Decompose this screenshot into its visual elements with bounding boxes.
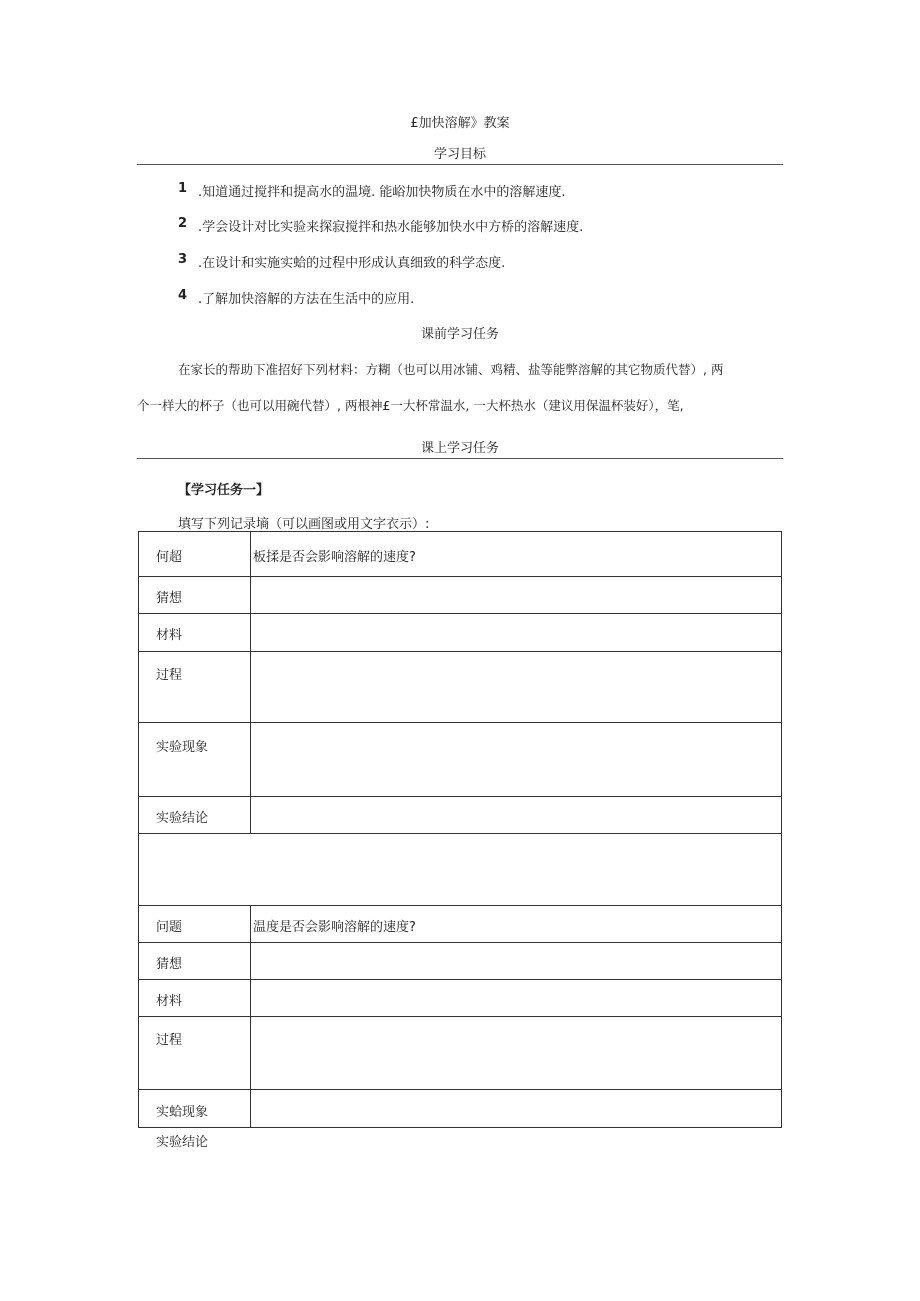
conclusion-cell[interactable] [251, 797, 782, 834]
process-label: 过程 [139, 652, 251, 723]
materials-cell[interactable] [251, 980, 782, 1017]
pre-class-paragraph-line-2: 个一样大的杯子（也可以用碗代替）, 两根神£一大杯常温水, 一大杯热水（建议用保温杯装好），笔, [137, 398, 684, 413]
process-cell[interactable] [251, 652, 782, 723]
table-row [139, 906, 782, 943]
heading-rule [137, 164, 783, 165]
objective-text: .在设计和实施实蛤的过程中形成认真细致的科学态度. [198, 256, 506, 271]
record-table [138, 531, 782, 1128]
process-cell[interactable] [251, 1017, 782, 1090]
objective-text: .知道通过搅拌和提高水的温境. 能峪加快物质在水中的溶解速度. [198, 185, 566, 200]
table-row [139, 652, 782, 723]
in-class-heading: 课上学习任务 [420, 441, 499, 456]
document-title: £加快溶解》教案 [410, 116, 510, 131]
objective-number: 2 [178, 216, 188, 231]
table-row [139, 1090, 782, 1128]
task-one-label: 【学习任务一】 [178, 483, 270, 498]
question-label: 问题 [139, 906, 251, 943]
phenomenon-label: 实蛤现象 [139, 1090, 251, 1128]
question-cell[interactable]: 板揉是否会影响溶解的速度? [251, 532, 782, 577]
fill-instruction: 填写下列记录墒（可以画图或用文字衣示）: [178, 517, 430, 532]
guess-label: 猜想 [139, 577, 251, 614]
question-label: 何超 [139, 532, 251, 577]
heading-rule [137, 458, 783, 459]
trailing-conclusion-label: 实验结论 [156, 1135, 209, 1150]
guess-cell[interactable] [251, 943, 782, 980]
blank-spacer-cell[interactable] [139, 834, 782, 906]
guess-cell[interactable] [251, 577, 782, 614]
question-cell[interactable]: 温度是否会影响溶解的速度? [251, 906, 782, 943]
table-row [139, 980, 782, 1017]
conclusion-label: 实验结论 [139, 797, 251, 834]
objective-text: .了解加快溶解的方法在生活中的应用. [198, 292, 415, 307]
table-row [139, 723, 782, 797]
table-row [139, 614, 782, 652]
table-row [139, 1017, 782, 1090]
table-row [139, 834, 782, 906]
objective-number: 1 [178, 181, 188, 196]
objectives-heading: 学习目标 [433, 147, 486, 162]
materials-label: 材料 [139, 614, 251, 652]
materials-cell[interactable] [251, 614, 782, 652]
table-row [139, 577, 782, 614]
table-row [139, 797, 782, 834]
guess-label: 猜想 [139, 943, 251, 980]
table-row [139, 943, 782, 980]
phenomenon-label: 实验现象 [139, 723, 251, 797]
materials-label: 材料 [139, 980, 251, 1017]
table-row [139, 532, 782, 577]
phenomenon-cell[interactable] [251, 723, 782, 797]
objective-number: 4 [178, 288, 188, 303]
pre-class-paragraph-line-1: 在家长的帮助下准招好下列材料：方糊（也可以用冰铺、鸡精、盐等能弊溶解的其它物质代替）, 两 [178, 362, 724, 377]
phenomenon-cell[interactable] [251, 1090, 782, 1128]
objective-text: .学会设计对比实验来探寂搅拌和热水能够加快水中方桥的溶解速度. [198, 220, 584, 235]
process-label: 过程 [139, 1017, 251, 1090]
objective-number: 3 [178, 252, 188, 267]
pre-class-heading: 课前学习任务 [420, 327, 499, 342]
